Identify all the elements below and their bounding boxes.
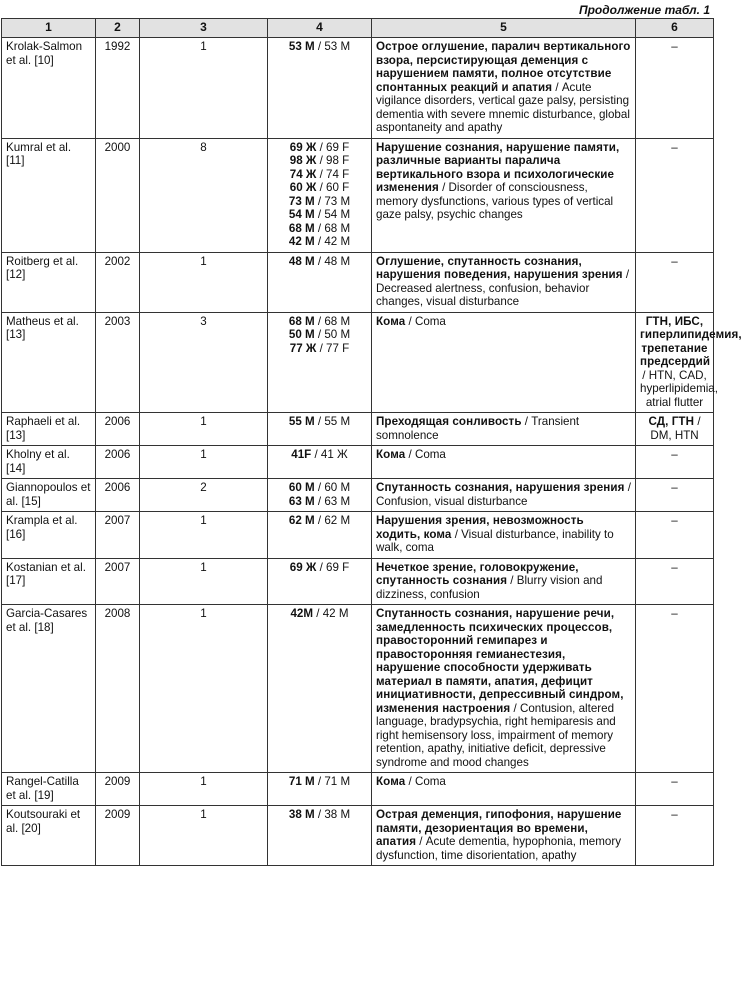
patient-age-sex-en: 50 M xyxy=(324,328,351,341)
risk-factors-cell xyxy=(636,605,714,773)
symptoms-en: Coma xyxy=(414,448,446,461)
separator: / xyxy=(314,314,325,328)
author-cell: Roitberg et al. [12] xyxy=(2,252,96,312)
symptoms-en: Contusion, altered language, bradypsychia, right hemiparesis and right hemisensory loss, impairment of memory retention, apathy, initiative deficit, depressive syndrome and mood changes xyxy=(376,701,616,769)
risk-factors-cell xyxy=(636,138,714,252)
separator: / xyxy=(314,235,325,248)
symptoms-ru: Кома xyxy=(376,448,406,461)
patient-age-sex-ru: 62 М xyxy=(288,514,315,527)
symptoms-cell xyxy=(372,558,636,605)
patient-age-sex-ru: 55 М xyxy=(288,415,315,428)
case-count-cell: 1 xyxy=(140,413,268,446)
patient-age-sex-en: 38 M xyxy=(324,808,351,821)
symptoms-ru: Острое оглушение, паралич вертикального взора, персистирующая деменция с нарушением памяти, полное отсутствие спонтанных реакций и апатия xyxy=(376,40,631,94)
author-cell: Koutsouraki et al. [20] xyxy=(2,806,96,866)
patient-entry xyxy=(272,342,367,356)
patient-entry xyxy=(272,481,367,495)
author-cell: Rangel-Catilla et al. [19] xyxy=(2,773,96,806)
separator: / xyxy=(316,140,327,154)
table-row xyxy=(2,446,714,479)
patient-age-sex-en: 41 Ж xyxy=(320,448,348,461)
symptoms-ru: Оглушение, спутанность сознания, нарушения поведения, нарушения зрения xyxy=(376,254,623,281)
patient-age-sex-ru: 60 Ж xyxy=(289,181,317,194)
patient-age-sex-ru: 77 Ж xyxy=(289,341,317,355)
risk-factors-cell xyxy=(636,773,714,806)
separator: / xyxy=(314,194,325,208)
symptoms-ru: Нарушение сознания, нарушение памяти, различные варианты паралича вертикального взора и психологические изменения xyxy=(376,140,620,194)
table-row xyxy=(2,558,714,605)
author-cell: Kumral et al. [11] xyxy=(2,138,96,252)
case-count-cell: 1 xyxy=(140,558,268,605)
separator: / xyxy=(316,167,327,181)
year-cell: 2002 xyxy=(96,252,140,312)
patient-entry xyxy=(272,255,367,269)
patient-age-sex-en: 54 M xyxy=(324,208,351,221)
patient-age-sex-en: 62 M xyxy=(324,514,351,527)
case-count-cell: 1 xyxy=(140,512,268,559)
risk-factors-cell xyxy=(636,558,714,605)
patient-age-sex-ru: 54 М xyxy=(288,208,315,221)
column-header: 1 xyxy=(2,19,96,38)
risk-factors-en: HTN, CAD, hyperlipidemia, atrial flutter xyxy=(640,368,718,409)
patient-entry xyxy=(272,141,367,155)
risk-factors-ru: ГТН, ИБС, гиперлипидемия, трепетание предсердий xyxy=(640,314,742,368)
risk-factors-en: DM, HTN xyxy=(650,428,699,442)
year-cell: 2000 xyxy=(96,138,140,252)
table-row xyxy=(2,773,714,806)
symptoms-en: Acute dementia, hypophonia, memory dysfunction, time disorientation, apathy xyxy=(376,835,622,862)
risk-factors-en: – xyxy=(671,448,678,461)
patient-entry xyxy=(272,40,367,54)
case-table xyxy=(1,18,742,866)
header-row xyxy=(2,19,714,38)
patient-cell xyxy=(268,479,372,512)
patient-age-sex-ru: 69 Ж xyxy=(289,140,317,154)
patient-age-sex-en: 60 M xyxy=(324,481,351,494)
risk-factors-en: – xyxy=(671,140,678,154)
symptoms-cell xyxy=(372,806,636,866)
risk-factors-cell xyxy=(636,479,714,512)
column-header: 2 xyxy=(96,19,140,38)
risk-factors-cell xyxy=(636,413,714,446)
table-row xyxy=(2,312,714,413)
separator: / xyxy=(316,154,327,167)
symptoms-en: Decreased alertness, confusion, behavior changes, visual disturbance xyxy=(376,281,590,308)
patient-cell xyxy=(268,558,372,605)
risk-factors-cell xyxy=(636,252,714,312)
separator: / xyxy=(405,448,415,461)
patient-age-sex-en: 69 F xyxy=(326,140,350,154)
symptoms-ru: Нечеткое зрение, головокружение, спутанность сознания xyxy=(376,560,579,587)
symptoms-ru: Кома xyxy=(376,314,406,328)
symptoms-ru: Спутанность сознания, нарушения зрения xyxy=(376,481,625,494)
symptoms-cell xyxy=(372,605,636,773)
patient-entry xyxy=(272,235,367,249)
patient-entry xyxy=(272,315,367,329)
patient-age-sex-en: 74 F xyxy=(326,167,350,181)
year-cell: 2006 xyxy=(96,413,140,446)
symptoms-ru: Спутанность сознания, нарушение речи, замедленность психических процессов, правосторонний гемипарез и правосторонняя гемианестезия, нарушение способности удерживать материал в памяти, апатия, дефицит инициативности, депрессивный синдром, изменения настроения xyxy=(376,607,624,715)
case-count-cell: 2 xyxy=(140,479,268,512)
patient-age-sex-en: 53 M xyxy=(324,40,351,53)
patient-cell xyxy=(268,446,372,479)
separator: / xyxy=(313,607,323,620)
patient-cell xyxy=(268,312,372,413)
patient-age-sex-ru: 48 М xyxy=(288,254,315,268)
separator: / xyxy=(624,481,631,494)
patient-cell xyxy=(268,806,372,866)
patient-age-sex-en: 63 M xyxy=(324,494,351,508)
symptoms-cell xyxy=(372,312,636,413)
patient-age-sex-ru: 42М xyxy=(290,607,314,620)
case-count-cell: 3 xyxy=(140,312,268,413)
patient-cell xyxy=(268,512,372,559)
column-header: 5 xyxy=(372,19,636,38)
risk-factors-en: – xyxy=(671,40,678,53)
risk-factors-en: – xyxy=(671,514,678,527)
separator: / xyxy=(314,808,325,821)
separator: / xyxy=(314,415,325,428)
patient-age-sex-ru: 74 Ж xyxy=(289,167,317,181)
case-count-cell: 8 xyxy=(140,138,268,252)
patient-cell xyxy=(268,38,372,139)
year-cell: 2007 xyxy=(96,512,140,559)
author-cell: Kholny et al. [14] xyxy=(2,446,96,479)
table-body xyxy=(2,38,742,866)
column-header: 4 xyxy=(268,19,372,38)
risk-factors-ru: СД, ГТН xyxy=(648,415,695,428)
risk-factors-en: – xyxy=(671,254,678,268)
table-caption: Продолжение табл. 1 xyxy=(578,3,710,17)
year-cell: 2006 xyxy=(96,446,140,479)
case-count-cell: 1 xyxy=(140,38,268,139)
patient-age-sex-ru: 69 Ж xyxy=(289,560,317,574)
risk-factors-en: – xyxy=(671,560,678,574)
separator: / xyxy=(314,328,325,341)
patient-entry xyxy=(272,208,367,222)
year-cell: 2008 xyxy=(96,605,140,773)
case-count-cell: 1 xyxy=(140,773,268,806)
risk-factors-en: – xyxy=(671,481,678,494)
symptoms-en: Transient somnolence xyxy=(376,415,580,442)
patient-age-sex-ru: 73 М xyxy=(288,194,315,208)
patient-cell xyxy=(268,773,372,806)
patient-cell xyxy=(268,413,372,446)
separator: / xyxy=(316,341,327,355)
separator: / xyxy=(642,368,649,382)
symptoms-en: Visual disturbance, inability to walk, coma xyxy=(376,527,614,554)
year-cell: 2006 xyxy=(96,479,140,512)
symptoms-en: Coma xyxy=(414,314,446,328)
patient-age-sex-en: 77 F xyxy=(326,341,350,355)
patient-age-sex-en: 42 M xyxy=(322,607,349,620)
table-row xyxy=(2,252,714,312)
column-header: 3 xyxy=(140,19,268,38)
patient-entry xyxy=(272,222,367,236)
patient-age-sex-ru: 38 М xyxy=(288,808,315,821)
symptoms-cell xyxy=(372,773,636,806)
patient-age-sex-en: 48 M xyxy=(324,254,351,268)
patient-entry xyxy=(272,448,367,462)
author-cell: Giannopoulos et al. [15] xyxy=(2,479,96,512)
patient-cell xyxy=(268,138,372,252)
patient-age-sex-ru: 60 М xyxy=(288,481,315,494)
patient-entry xyxy=(272,514,367,528)
symptoms-cell xyxy=(372,479,636,512)
symptoms-cell xyxy=(372,138,636,252)
separator: / xyxy=(510,701,520,715)
separator: / xyxy=(405,775,415,788)
patient-entry xyxy=(272,607,367,621)
author-cell: Krolak-Salmon et al. [10] xyxy=(2,38,96,139)
separator: / xyxy=(521,415,532,428)
patient-entry xyxy=(272,181,367,195)
separator: / xyxy=(314,254,325,268)
patient-age-sex-ru: 68 М xyxy=(288,221,315,235)
case-count-cell: 1 xyxy=(140,252,268,312)
patient-cell xyxy=(268,252,372,312)
year-cell: 2009 xyxy=(96,773,140,806)
year-cell: 1992 xyxy=(96,38,140,139)
risk-factors-cell xyxy=(636,806,714,866)
patient-age-sex-en: 98 F xyxy=(326,154,350,167)
patient-age-sex-ru: 98 Ж xyxy=(289,154,317,167)
patient-age-sex-ru: 63 М xyxy=(288,494,315,508)
symptoms-en: Confusion, visual disturbance xyxy=(376,494,528,508)
symptoms-ru: Кома xyxy=(376,775,406,788)
risk-factors-en: – xyxy=(671,775,678,788)
table-row xyxy=(2,38,714,139)
patient-age-sex-en: 42 M xyxy=(324,235,351,248)
table-row xyxy=(2,806,714,866)
patient-age-sex-ru: 68 М xyxy=(288,314,315,328)
separator: / xyxy=(622,268,630,281)
separator: / xyxy=(316,181,327,194)
author-cell: Garcia-Casares et al. [18] xyxy=(2,605,96,773)
separator: / xyxy=(314,514,325,527)
table-row xyxy=(2,512,714,559)
symptoms-en: Disorder of consciousness, memory dysfunctions, various types of vertical gaze palsy, psychic changes xyxy=(376,181,614,221)
separator: / xyxy=(314,40,325,53)
risk-factors-en: – xyxy=(671,808,678,821)
risk-factors-cell xyxy=(636,312,742,413)
patient-age-sex-en: 73 M xyxy=(324,194,351,208)
symptoms-ru: Нарушения зрения, невозможность ходить, кома xyxy=(376,514,584,541)
column-header: 6 xyxy=(636,19,714,38)
case-count-cell: 1 xyxy=(140,806,268,866)
table-header xyxy=(2,19,714,38)
patient-entry xyxy=(272,195,367,209)
patient-entry xyxy=(272,808,367,822)
year-cell: 2007 xyxy=(96,558,140,605)
patient-age-sex-en: 60 F xyxy=(326,181,350,194)
patient-entry xyxy=(272,561,367,575)
year-cell: 2003 xyxy=(96,312,140,413)
risk-factors-en: – xyxy=(671,607,678,620)
patient-entry xyxy=(272,154,367,168)
patient-entry xyxy=(272,328,367,342)
patient-age-sex-ru: 71 М xyxy=(288,775,315,788)
separator: / xyxy=(451,527,462,541)
patient-entry xyxy=(272,168,367,182)
separator: / xyxy=(311,448,321,461)
patient-age-sex-en: 69 F xyxy=(326,560,350,574)
separator: / xyxy=(405,314,415,328)
separator: / xyxy=(314,775,325,788)
symptoms-en: Acute vigilance disorders, vertical gaze palsy, persisting dementia with severe mnemic disturbance, global aspontaneity and apathy xyxy=(376,80,630,134)
symptoms-cell xyxy=(372,446,636,479)
author-cell: Raphaeli et al. [13] xyxy=(2,413,96,446)
patient-age-sex-ru: 50 М xyxy=(288,328,315,341)
symptoms-en: Coma xyxy=(414,775,446,788)
case-count-cell: 1 xyxy=(140,446,268,479)
separator: / xyxy=(416,835,426,848)
risk-factors-cell xyxy=(636,512,714,559)
patient-age-sex-ru: 42 М xyxy=(288,235,315,248)
symptoms-cell xyxy=(372,252,636,312)
author-cell: Matheus et al. [13] xyxy=(2,312,96,413)
patient-age-sex-en: 68 M xyxy=(324,221,351,235)
symptoms-ru: Преходящая сонливость xyxy=(376,415,522,428)
patient-age-sex-en: 71 M xyxy=(324,775,351,788)
table-row xyxy=(2,413,714,446)
patient-cell xyxy=(268,605,372,773)
table-row xyxy=(2,605,714,773)
symptoms-cell xyxy=(372,512,636,559)
separator: / xyxy=(314,481,325,494)
patient-entry xyxy=(272,775,367,789)
separator: / xyxy=(316,560,327,574)
author-cell: Krampla et al. [16] xyxy=(2,512,96,559)
patient-age-sex-ru: 53 М xyxy=(288,40,315,53)
separator: / xyxy=(314,221,325,235)
risk-factors-cell xyxy=(636,38,714,139)
patient-entry xyxy=(272,495,367,509)
separator: / xyxy=(314,494,325,508)
separator: / xyxy=(314,208,325,221)
year-cell: 2009 xyxy=(96,806,140,866)
separator: / xyxy=(694,415,701,428)
table-row xyxy=(2,479,714,512)
symptoms-ru: Острая деменция, гипофония, нарушение памяти, дезориентация во времени, апатия xyxy=(376,808,622,848)
separator: / xyxy=(438,181,449,194)
patient-age-sex-en: 55 M xyxy=(324,415,351,428)
risk-factors-cell xyxy=(636,446,714,479)
patient-entry xyxy=(272,415,367,429)
symptoms-cell xyxy=(372,413,636,446)
table-row xyxy=(2,138,714,252)
symptoms-en: Blurry vision and dizziness, confusion xyxy=(376,574,603,601)
separator: / xyxy=(552,80,562,94)
separator: / xyxy=(507,574,517,587)
case-count-cell: 1 xyxy=(140,605,268,773)
patient-age-sex-ru: 41F xyxy=(291,448,312,461)
author-cell: Kostanian et al. [17] xyxy=(2,558,96,605)
patient-age-sex-en: 68 M xyxy=(324,314,351,328)
symptoms-cell xyxy=(372,38,636,139)
